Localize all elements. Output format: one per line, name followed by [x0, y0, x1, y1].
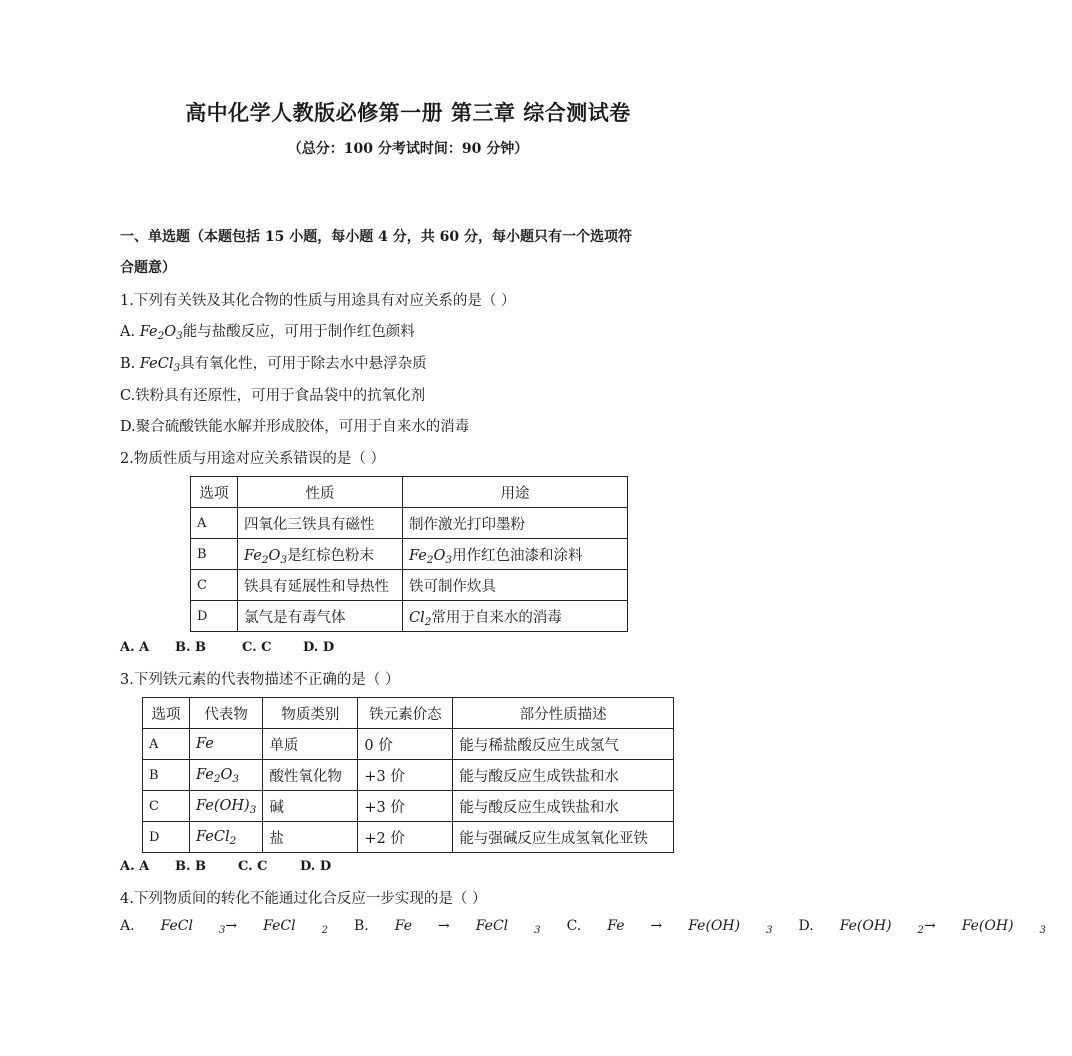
- table-cell-property: 铁具有延展性和导热性: [238, 570, 403, 601]
- formula-part: Fe: [244, 547, 262, 564]
- question-2-options: [120, 640, 334, 655]
- option-label: A.: [120, 918, 135, 934]
- formula-part: Fe: [607, 918, 625, 934]
- formula-part: Fe: [409, 547, 427, 564]
- table-cell-use: [403, 539, 628, 570]
- table-cell-representative: [190, 822, 263, 853]
- question-2-stem: 2.物质性质与用途对应关系错误的是（ ）: [120, 451, 385, 467]
- question-4-stem: 4.下列物质间的转化不能通过化合反应一步实现的是（ ）: [120, 891, 487, 907]
- table-cell-valence: +3 价: [358, 760, 453, 791]
- table-cell-category: 酸性氧化物: [263, 760, 358, 791]
- table-cell-representative: [190, 791, 263, 822]
- question-4-options: [120, 918, 1072, 937]
- arrow: →: [438, 918, 450, 934]
- formula-subscript: 2: [917, 925, 924, 937]
- table-header-row: [143, 698, 674, 729]
- chem-formula: [409, 548, 452, 564]
- table-row: [143, 729, 674, 760]
- formula-part: O: [164, 324, 177, 340]
- option-label: C.: [566, 918, 582, 934]
- table-cell-option: B: [191, 539, 238, 570]
- option-text: 能与盐酸反应，可用于制作红色颜料: [182, 324, 415, 340]
- formula-part: Fe(OH): [196, 798, 250, 814]
- formula-subscript: 2: [424, 615, 432, 628]
- formula-subscript: 2: [229, 835, 237, 848]
- table-header-cell: 性质: [238, 477, 403, 508]
- table-cell-property: [238, 539, 403, 570]
- section-heading-continued: 合题意）: [120, 260, 176, 276]
- answer-option-b: B. B: [175, 859, 207, 874]
- formula-part: O: [268, 547, 281, 564]
- table-header-cell: 代表物: [190, 698, 263, 729]
- chem-formula: [244, 548, 287, 564]
- cell-text: 用作红色油漆和涂料: [452, 547, 583, 564]
- table-cell-use: 制作激光打印墨粉: [403, 508, 628, 539]
- chem-formula: [139, 324, 183, 343]
- table-row: [191, 508, 628, 539]
- table-cell-representative: Fe: [190, 729, 263, 760]
- formula-subscript: 2: [321, 925, 329, 937]
- cell-text: 常用于自来水的消毒: [431, 609, 562, 626]
- section-heading: 一、单选题（本题包括 15 小题，每小题 4 分，共 60 分，每小题只有一个选项符: [120, 229, 632, 245]
- answer-option-d: D. D: [303, 640, 335, 655]
- table-cell-option: C: [143, 791, 190, 822]
- table-row: [191, 601, 628, 632]
- table-header-cell: 选项: [143, 698, 190, 729]
- formula-subscript: 3: [534, 925, 541, 937]
- formula-subscript: 3: [445, 553, 453, 566]
- formula-part: O: [220, 767, 233, 783]
- formula-part: Fe(OH): [961, 918, 1014, 934]
- formula-subscript: 3: [1039, 925, 1046, 937]
- arrow: →: [923, 918, 936, 934]
- table-cell-use: [403, 601, 628, 632]
- option-label: D.: [798, 918, 814, 934]
- option-label: A.: [120, 324, 140, 340]
- formula-subscript: 3: [219, 925, 226, 937]
- answer-option-d: D. D: [300, 859, 332, 874]
- table-cell-option: C: [191, 570, 238, 601]
- table-cell-category: 盐: [263, 822, 358, 853]
- table-row: [191, 539, 628, 570]
- table-cell-option: D: [191, 601, 238, 632]
- table-header-cell: 物质类别: [263, 698, 358, 729]
- formula-subscript: 3: [280, 553, 288, 566]
- table-header-cell: 用途: [403, 477, 628, 508]
- table-row: [143, 822, 674, 853]
- option-text: 具有氧化性，可用于除去水中悬浮杂质: [180, 356, 427, 372]
- table-cell-option: A: [191, 508, 238, 539]
- table-cell-description: 能与酸反应生成铁盐和水: [453, 760, 674, 791]
- option-label: B.: [354, 918, 369, 934]
- arrow: →: [225, 918, 238, 934]
- answer-option-b: B. B: [175, 640, 207, 655]
- formula-part: Fe: [139, 324, 158, 340]
- question-3-stem: 3.下列铁元素的代表物描述不正确的是（ ）: [120, 672, 400, 688]
- cell-text: 是红棕色粉末: [287, 547, 375, 564]
- formula-part: FeCl: [263, 918, 296, 934]
- question-3-options: [120, 859, 331, 874]
- formula-part: FeCl: [160, 918, 193, 934]
- formula-part: O: [433, 547, 446, 564]
- question-1-option-a: [120, 320, 415, 341]
- formula-subscript: 2: [157, 330, 165, 343]
- formula-part: FeCl: [139, 356, 174, 372]
- formula-subscript: 3: [232, 773, 240, 786]
- table-cell-representative: [190, 760, 263, 791]
- answer-option-b: [354, 918, 541, 937]
- formula-part: Fe: [196, 767, 214, 783]
- page-title: 高中化学人教版必修第一册 第三章 综合测试卷: [185, 100, 631, 125]
- table-cell-category: 单质: [263, 729, 358, 760]
- table-cell-category: 碱: [263, 791, 358, 822]
- formula-subscript: 3: [176, 330, 183, 343]
- formula-part: Fe: [394, 918, 412, 934]
- question-1-option-d: D.聚合硫酸铁能水解并形成胶体，可用于自来水的消毒: [120, 419, 470, 435]
- answer-option-a: A. A: [120, 859, 150, 874]
- table-cell-use: 铁可制作炊具: [403, 570, 628, 601]
- answer-option-c: C. C: [238, 859, 268, 874]
- formula-part: FeCl: [196, 829, 230, 845]
- formula-part: Fe(OH): [839, 918, 892, 934]
- formula-subscript: 3: [766, 925, 773, 937]
- formula-subscript: 2: [261, 553, 269, 566]
- answer-option-c: [566, 918, 773, 937]
- table-header-cell: 铁元素价态: [358, 698, 453, 729]
- question-1-option-c: C.铁粉具有还原性，可用于食品袋中的抗氧化剂: [120, 388, 426, 404]
- question-1-option-b: [120, 352, 427, 373]
- table-cell-valence: 0 价: [358, 729, 453, 760]
- formula-part: Fe(OH): [688, 918, 741, 934]
- question-1-stem: 1.下列有关铁及其化合物的性质与用途具有对应关系的是（ ）: [120, 293, 516, 309]
- table-row: [191, 570, 628, 601]
- table-cell-property: 四氧化三铁具有磁性: [238, 508, 403, 539]
- table-cell-description: 能与稀盐酸反应生成氢气: [453, 729, 674, 760]
- table-cell-option: B: [143, 760, 190, 791]
- formula-subscript: 3: [173, 362, 181, 375]
- chem-formula: [409, 610, 431, 626]
- table-cell-property: 氯气是有毒气体: [238, 601, 403, 632]
- answer-option-c: C. C: [242, 640, 272, 655]
- formula-subscript: 2: [213, 773, 221, 786]
- table-cell-description: 能与强碱反应生成氢氧化亚铁: [453, 822, 674, 853]
- table-cell-option: A: [143, 729, 190, 760]
- table-row: [143, 760, 674, 791]
- option-label: B.: [120, 356, 140, 372]
- table-cell-option: D: [143, 822, 190, 853]
- answer-option-a: A. A: [120, 640, 150, 655]
- answer-option-a: [120, 918, 329, 937]
- chem-formula: [139, 356, 181, 375]
- table-cell-valence: +3 价: [358, 791, 453, 822]
- table-cell-valence: +2 价: [358, 822, 453, 853]
- arrow: →: [650, 918, 663, 934]
- table-header-row: [191, 477, 628, 508]
- page-subtitle: （总分：100 分考试时间：90 分钟）: [287, 141, 529, 157]
- formula-subscript: 3: [249, 804, 257, 817]
- question-3-table: [142, 697, 674, 853]
- formula-subscript: 2: [426, 553, 434, 566]
- answer-option-d: [798, 918, 1046, 937]
- formula-part: FeCl: [475, 918, 509, 934]
- formula-part: Cl: [409, 609, 425, 626]
- question-2-table: [190, 476, 628, 632]
- table-header-cell: 部分性质描述: [453, 698, 674, 729]
- table-row: [143, 791, 674, 822]
- table-cell-description: 能与酸反应生成铁盐和水: [453, 791, 674, 822]
- table-header-cell: 选项: [191, 477, 238, 508]
